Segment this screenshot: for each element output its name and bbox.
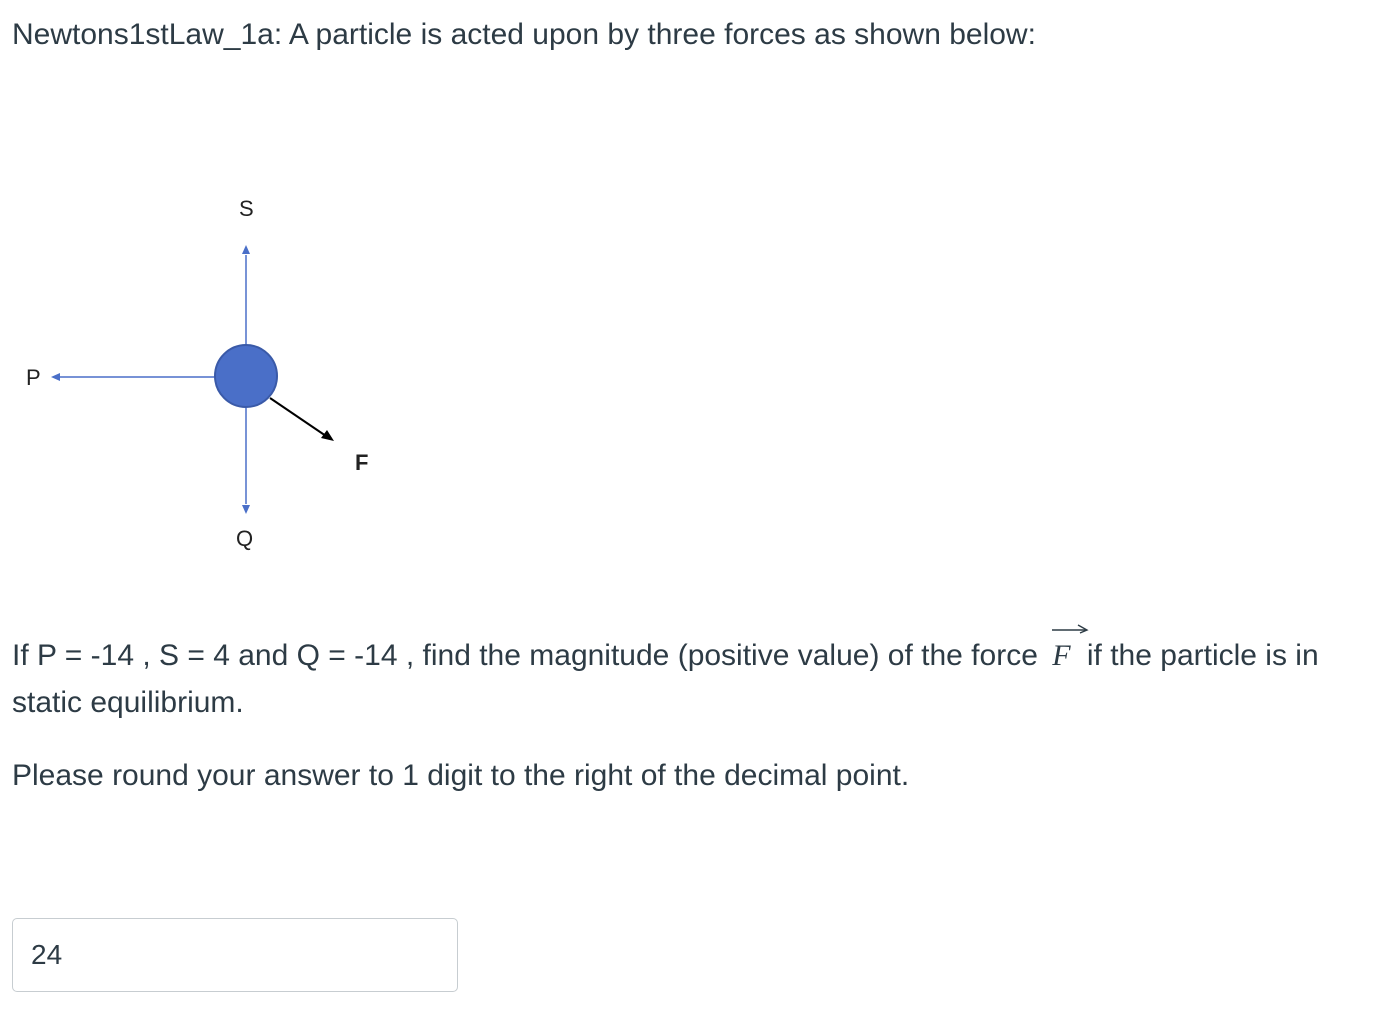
vector-f: [1052, 632, 1070, 679]
force-q-arrowhead: [242, 505, 250, 514]
vector-arrow-icon: [1050, 622, 1090, 636]
force-s-arrowhead: [242, 245, 250, 254]
vector-symbol: F: [1052, 639, 1071, 672]
question-body-text-2: if the particle is in static equilibrium.: [12, 639, 1319, 719]
answer-input[interactable]: [12, 918, 458, 992]
question-body-text-1: If P = -14 , S = 4 and Q = -14 , find the magnitude (positive value) of the force: [12, 639, 1047, 672]
question-title: Newtons1stLaw_1a: A particle is acted upon by three forces as shown below:: [12, 18, 1036, 51]
label-s: S: [239, 196, 254, 221]
label-p: P: [26, 365, 41, 390]
rounding-note: Please round your answer to 1 digit to the right of the decimal point.: [12, 759, 910, 792]
label-f: F: [355, 450, 369, 475]
force-f-line: [270, 398, 326, 436]
force-f-arrowhead: [321, 430, 334, 441]
question-body: [12, 632, 1372, 726]
label-q: Q: [236, 526, 254, 551]
particle: [215, 345, 277, 407]
force-diagram: [0, 180, 420, 560]
force-p-arrowhead: [51, 373, 60, 381]
